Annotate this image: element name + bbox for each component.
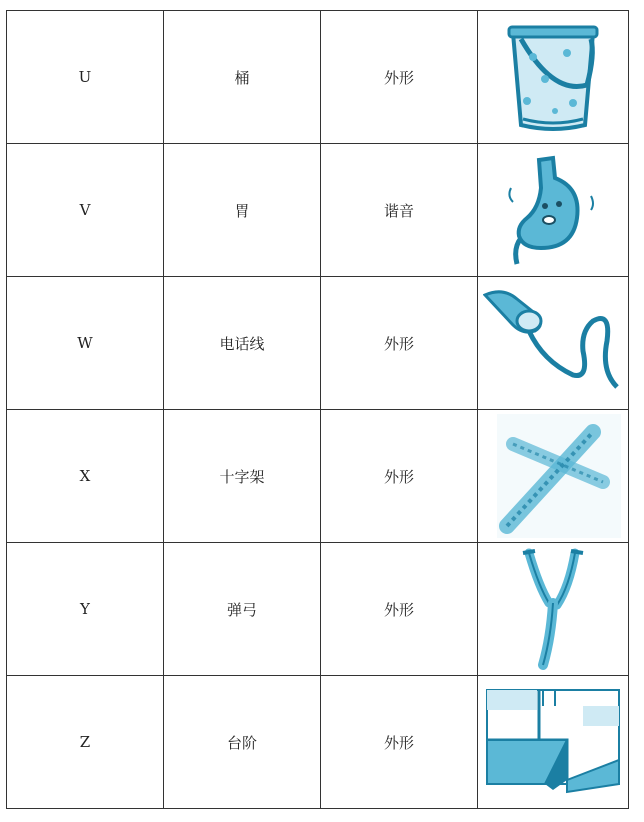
word-cell: 桶 bbox=[164, 11, 321, 144]
picture-cell bbox=[478, 11, 629, 144]
letter-cell: W bbox=[7, 277, 164, 410]
letter-cell: U bbox=[7, 11, 164, 144]
table-row bbox=[7, 11, 629, 144]
table-row bbox=[7, 277, 629, 410]
letter-cell: V bbox=[7, 144, 164, 277]
type-cell: 外形 bbox=[321, 543, 478, 676]
table-row bbox=[7, 410, 629, 543]
picture-cell bbox=[478, 676, 629, 809]
phone-cord-picture bbox=[483, 281, 623, 405]
type-cell: 谐音 bbox=[321, 144, 478, 277]
type-cell: 外形 bbox=[321, 410, 478, 543]
picture-cell bbox=[478, 144, 629, 277]
word-cell: 胃 bbox=[164, 144, 321, 277]
picture-cell bbox=[478, 543, 629, 676]
type-cell: 外形 bbox=[321, 676, 478, 809]
letter-cell: X bbox=[7, 410, 164, 543]
table-row bbox=[7, 676, 629, 809]
type-cell: 外形 bbox=[321, 277, 478, 410]
table-row bbox=[7, 144, 629, 277]
stomach-picture bbox=[483, 148, 623, 272]
type-cell: 外形 bbox=[321, 11, 478, 144]
slingshot-picture bbox=[483, 547, 623, 671]
steps-picture bbox=[483, 680, 623, 804]
mnemonic-table bbox=[6, 10, 629, 809]
picture-cell bbox=[478, 410, 629, 543]
table-row bbox=[7, 543, 629, 676]
picture-cell bbox=[478, 277, 629, 410]
word-cell: 十字架 bbox=[164, 410, 321, 543]
letter-cell: Z bbox=[7, 676, 164, 809]
word-cell: 弹弓 bbox=[164, 543, 321, 676]
word-cell: 台阶 bbox=[164, 676, 321, 809]
word-cell: 电话线 bbox=[164, 277, 321, 410]
letter-cell: Y bbox=[7, 543, 164, 676]
cross-picture bbox=[483, 414, 623, 538]
bucket-picture bbox=[483, 15, 623, 139]
